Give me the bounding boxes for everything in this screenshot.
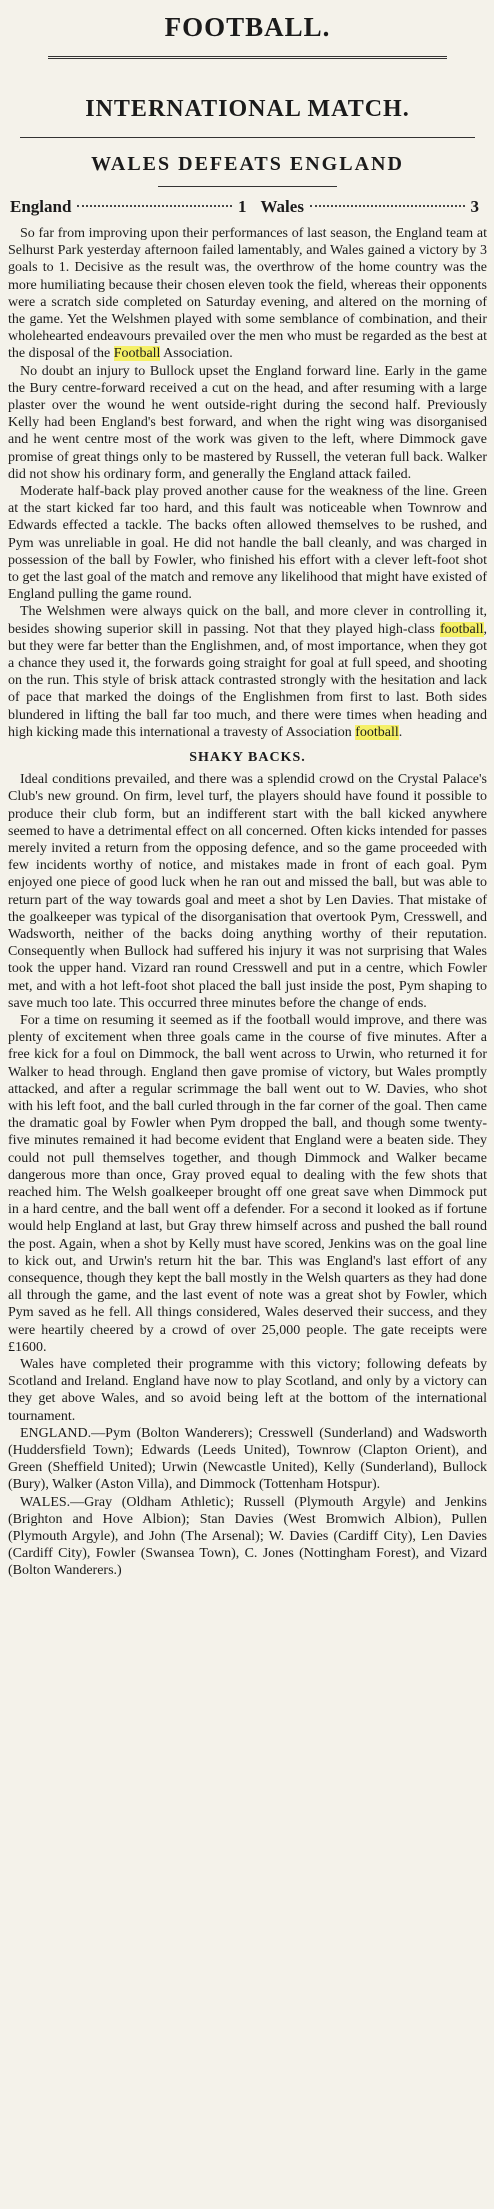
- search-highlight: Football: [113, 346, 161, 362]
- title-rule: [48, 56, 447, 59]
- team1-goals: 1: [238, 197, 247, 216]
- team2-goals: 3: [470, 197, 480, 216]
- search-highlight: football: [439, 621, 484, 637]
- paragraph-text: Association.: [163, 346, 233, 362]
- england-lineup: ENGLAND.—Pym (Bolton Wanderers); Cresswell (Sunderland) and Wadsworth (Huddersfield Town); Edwards (Leeds United), Townrow (Clapton Orient), and Green (Sheffield United); Urwin (Newcastle United), Kelly (Sunderland), Bullock (Bury), Walker (Aston Villa), and Dimmock (Tottenham Hotspur).: [8, 1425, 487, 1493]
- headline: WALES DEFEATS ENGLAND: [91, 153, 404, 175]
- paragraph-text: So far from improving upon their performances of last season, the England team at Selhurst Park yesterday afternoon failed lamentably, and Wales gained a victory by 3 goals to 1. Decisive as the result was, the overthrow of the home country was the more humiliating because their chosen eleven took the field, whereas their opponents were a scratch side completed on Saturday evening, and altered on the morning of the game. Yet the Welshmen played with some semblance of combination, and their wholehearted endeavours prevailed over the men who must be regarded as the best at the disposal of the: [8, 226, 487, 362]
- paragraph-text: , but they were far better than the Englishmen, and, of most importance, when they got a chance they used it, the forwards going straight for goal at full speed, and shooting on the run. This style of brisk attack contrasted strongly with the hesitation and lack of pace that marked the doings of the Englishmen from first to last. Both sides blundered in lifting the ball far too much, and there were times when heading and high kicking made this international a travesty of Association: [8, 621, 487, 740]
- score-dots: [310, 205, 465, 207]
- newspaper-clipping: [0, 4, 494, 1580]
- subheading: SHAKY BACKS.: [189, 750, 306, 766]
- paragraph-text: .: [398, 724, 403, 740]
- paragraph-3: Moderate half-back play proved another cause for the weakness of the line. Green at the start kicked far too hard, and this fault was noticeable when Townrow and Edwards effected a tackle. The backs often allowed themselves to be rushed, and Pym was unreliable in goal. He did not handle the ball cleanly, and was charged in possession of the ball by Fowler, who finished his effort with a clever left-foot shot to get the last goal of the match and remove any likelihood that might have existed of England pulling the game round.: [8, 484, 487, 603]
- category-rule: [20, 137, 475, 138]
- paragraph-text: The Welshmen were always quick on the ball, and more clever in controlling it, besides showing superior skill in passing. Not that they played high-class: [8, 604, 487, 637]
- paragraph-6: For a time on resuming it seemed as if the football would improve, and there was plenty of excitement when three goals came in the course of five minutes. After a free kick for a foul on Dimmock, the ball went across to Urwin, who returned it for Walker to head through. England then gave promise of victory, but Wales promptly attacked, and after a regular scrimmage the ball went out to W. Davies, who shot with his left foot, and the ball curled through in the far corner of the goal. Then came the dramatic goal by Fowler when Pym dropped the ball, and though some twenty-five minutes remained it had become evident that England were a beaten side. They could not pull themselves together, and though Dimmock and Walker became dangerous more than once, Gray proved equal to dealing with the few shots that reached him. The Welsh goalkeeper brought off one great save when Dimmock put in a hard centre, and the ball went off a defender. For a second it looked as if fortune would help England at last, but Gray threw himself across and pushed the ball round the post. Again, when a shot by Kelly must have scored, Jenkins was on the goal line to kick out, and Urwin's return hit the bar. This was England's last effort of any consequence, though they kept the ball mostly in the Welsh quarters as they had done all through the game, and the last event of note was a great shot by Fowler, which Pym saved as he fell. All things considered, Wales deserved their success, and they were heartily cheered by a crowd of over 25,000 people. The gate receipts were £1600.: [8, 1012, 487, 1355]
- team1-name: England: [10, 197, 72, 216]
- team2-name: Wales: [260, 197, 304, 216]
- section-title: FOOTBALL.: [164, 12, 331, 42]
- paragraph-5: Ideal conditions prevailed, and there was a splendid crowd on the Crystal Palace's Club's new ground. On firm, level turf, the players should have found it possible to produce their club form, but an indifferent start with the ball kicked anywhere seemed to have a detrimental effect on all concerned. Often kicks intended for passes merely invited a return from the opposing defence, and so the game proceeded with few incidents worthy of notice, and mistakes made in front of each goal. Pym enjoyed one piece of good luck when he ran out and missed the ball, but was able to return part of the way towards goal and meet a shot by Len Davies. That mistake of the goalkeeper was typical of the disorganisation that overtook Pym, Cresswell, and Wadsworth, neither of the backs doing anything worthy of their reputation. Consequently when Bullock had suffered his injury it was not surprising that Wales took the upper hand. Vizard ran round Cresswell and put in a centre, which Fowler met, and with a hot left-foot shot placed the ball just inside the post, Pym shaping to save much too late. This occurred three minutes before the change of ends.: [8, 772, 487, 1011]
- headline-rule: [158, 186, 337, 187]
- score-dots: [77, 205, 232, 207]
- paragraph-7: Wales have completed their programme with this victory; following defeats by Scotland and Ireland. England have now to play Scotland, and only by a victory can they get above Wales, and so avoid being left at the bottom of the international tournament.: [8, 1357, 487, 1424]
- article-category: INTERNATIONAL MATCH.: [85, 96, 410, 122]
- score-line: [10, 193, 479, 221]
- wales-lineup: WALES.—Gray (Oldham Athletic); Russell (Plymouth Argyle) and Jenkins (Brighton and Hove Albion); Stan Davies (West Bromwich Albion), Pullen (Plymouth Argyle), and John (The Arsenal); W. Davies (Cardiff City), Len Davies (Cardiff City), Fowler (Swansea Town), C. Jones (Nottingham Forest), and Vizard (Bolton Wanderers.): [8, 1494, 487, 1579]
- paragraph-4: [8, 603, 487, 741]
- paragraph-2: No doubt an injury to Bullock upset the England forward line. Early in the game the Bury centre-forward received a cut on the head, and after resuming with a large plaster over the wound he went outside-right during the second half. Previously Kelly had been England's best forward, and when the right wing was disorganised and he went centre most of the work was given to the left, where Dimmock gave promise of great things only to be mastered by Russell, the veteran full back. Walker did not show his ordinary form, and generally the England attack failed.: [8, 363, 487, 482]
- search-highlight: football: [355, 724, 399, 740]
- paragraph-1: [8, 225, 487, 363]
